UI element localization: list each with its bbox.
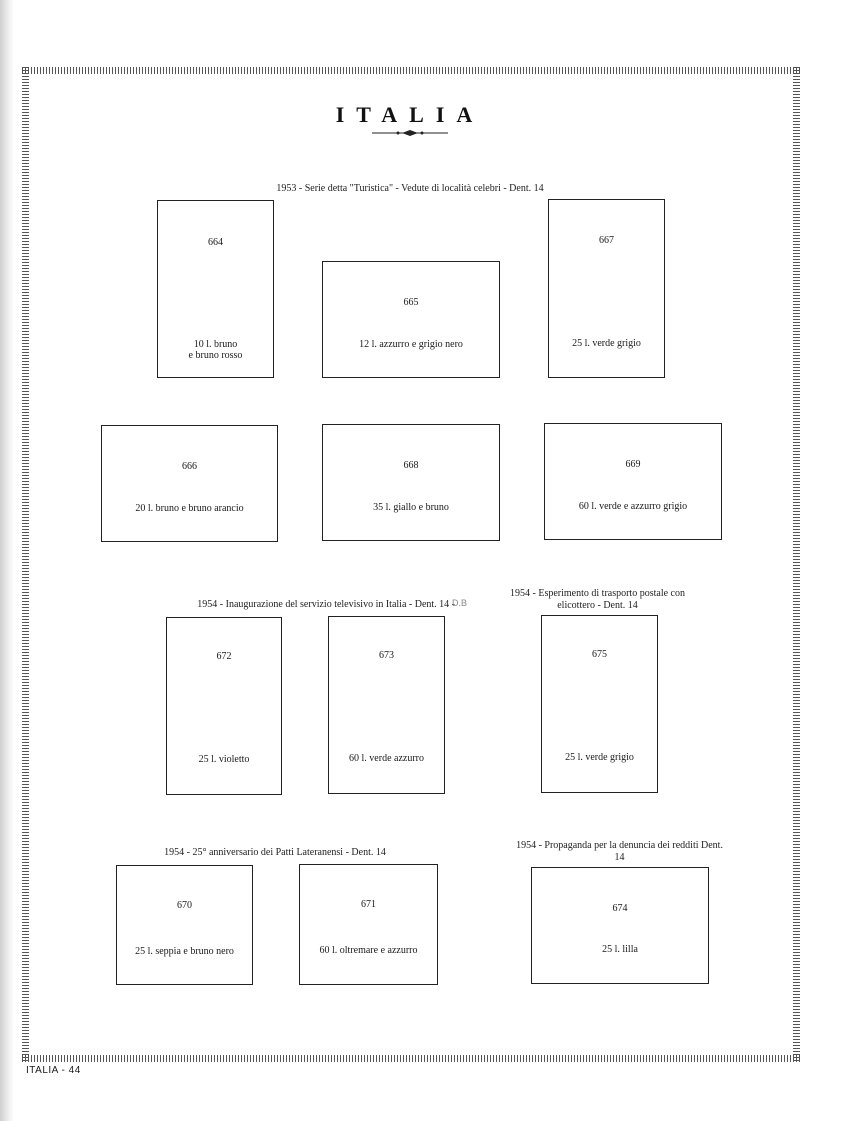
- frame-top-border: [22, 67, 800, 74]
- stamp-slot-670: [116, 865, 253, 985]
- stamp-description: 25 l. lilla: [602, 944, 638, 955]
- stamp-description: 60 l. oltremare e azzurro: [319, 945, 418, 956]
- stamp-number: 666: [182, 461, 197, 472]
- stamp-slot-673: [328, 616, 445, 794]
- stamp-description: 60 l. verde azzurro: [349, 753, 424, 764]
- page-edge: [0, 0, 14, 1121]
- stamp-number: 668: [403, 460, 419, 471]
- stamp-slot-669: [544, 423, 722, 540]
- stamp-slot-675: [541, 615, 658, 793]
- series-heading-1954-redditi: 1954 - Propaganda per la denuncia dei redditi Dent. 14: [516, 840, 723, 863]
- stamp-number: 667: [599, 235, 614, 246]
- page-footer: ITALIA - 44: [26, 1065, 81, 1076]
- stamp-description: 25 l. verde grigio: [565, 752, 634, 763]
- stamp-number: 670: [177, 900, 192, 911]
- stamp-number: 665: [403, 297, 419, 308]
- stamp-number: 674: [612, 903, 628, 914]
- stamp-description: 10 l. bruno e bruno rosso: [188, 339, 243, 361]
- pencil-note: D.B: [452, 598, 468, 608]
- stamp-number: 664: [208, 237, 223, 248]
- stamp-slot-672: [166, 617, 282, 795]
- stamp-description: 35 l. giallo e bruno: [373, 502, 449, 513]
- stamp-number: 675: [592, 649, 607, 660]
- stamp-slot-666: [101, 425, 278, 542]
- series-heading-1954-televisione: 1954 - Inaugurazione del servizio televisivo in Italia - Dent. 14 -: [197, 599, 455, 610]
- series-heading-1953-turistica: 1953 - Serie detta "Turistica" - Vedute di località celebri - Dent. 14: [276, 183, 544, 194]
- stamp-description: 12 l. azzurro e grigio nero: [359, 339, 463, 350]
- stamp-slot-667: [548, 199, 665, 378]
- stamp-number: 671: [361, 899, 376, 910]
- stamp-description: 25 l. violetto: [198, 754, 250, 765]
- stamp-number: 669: [625, 459, 641, 470]
- stamp-description: 20 l. bruno e bruno arancio: [135, 503, 244, 514]
- stamp-description: 60 l. verde e azzurro grigio: [578, 501, 688, 512]
- title-ornament-icon: [372, 129, 448, 137]
- frame-left-border: [22, 67, 29, 1062]
- stamp-slot-664: [157, 200, 274, 378]
- series-heading-1954-patti-lateranensi: 1954 - 25° anniversario dei Patti Lateranensi - Dent. 14: [164, 847, 386, 858]
- frame-bottom-border: [22, 1055, 800, 1062]
- stamp-slot-665: [322, 261, 500, 378]
- stamp-slot-671: [299, 864, 438, 985]
- stamp-description: 25 l. seppia e bruno nero: [135, 946, 234, 957]
- stamp-number: 672: [216, 651, 232, 662]
- stamp-number: 673: [379, 650, 394, 661]
- stamp-slot-668: [322, 424, 500, 541]
- frame-right-border: [793, 67, 800, 1062]
- page-title: ITALIA: [335, 102, 485, 127]
- stamp-slot-674: [531, 867, 709, 984]
- stamp-description: 25 l. verde grigio: [572, 338, 641, 349]
- series-heading-1954-elicottero: 1954 - Esperimento di trasporto postale con elicottero - Dent. 14: [510, 588, 685, 611]
